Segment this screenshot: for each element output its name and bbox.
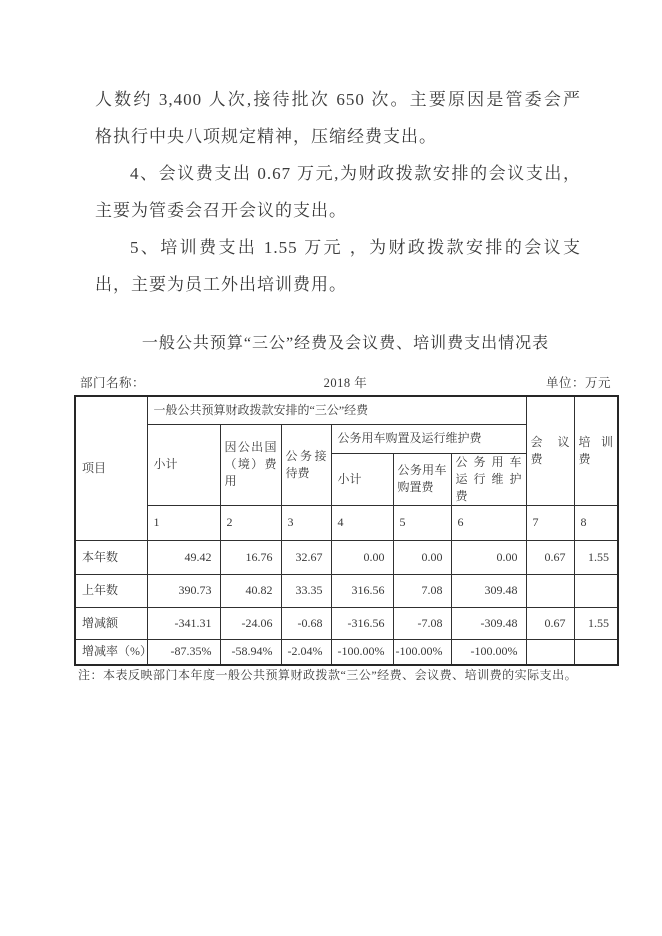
header-line: 费 [455,488,468,503]
table-note: 注：本表反映部门本年度一般公共预算财政拨款“三公”经费、会议费、培训费的实际支出。 [78,668,578,682]
paragraph-line: 主要为管委会召开会议的支出。 [95,201,347,220]
header-line: 公务用车 [397,463,447,477]
header-line: 购置费 [397,480,434,494]
value-cell: 0.00 [451,540,526,574]
year-label: 2018 年 [323,376,368,390]
value-cell: 7.08 [393,574,451,607]
column-number-row [75,505,618,540]
value-cell: -341.31 [147,607,220,639]
header-line: 运行维护 [455,471,522,486]
header-line: 费 [578,451,591,466]
column-number: 3 [281,505,331,540]
table-title: 一般公共预算“三公”经费及会议费、培训费支出情况表 [141,335,550,352]
header-sangong-group: 一般公共预算财政拨款安排的“三公”经费 [147,396,526,424]
value-cell [574,639,618,665]
header-line: 公务用车 [455,454,522,469]
header-abroad-fee [220,424,281,505]
row-label: 本年数 [75,540,147,574]
row-label: 上年数 [75,574,147,607]
value-cell [526,639,574,665]
header-training-fee [574,396,618,505]
paragraph-line: 格执行中央八项规定精神，压缩经费支出。 [95,127,437,146]
value-cell: 40.82 [220,574,281,607]
header-vehicle-subtotal: 小计 [331,453,393,505]
value-cell: -0.68 [281,607,331,639]
header-line: 待费 [285,465,310,480]
value-cell: -87.35% [147,639,220,665]
header-meeting-fee [526,396,574,505]
value-cell: -309.48 [451,607,526,639]
table-row-change-amount [75,607,618,639]
paragraph-line: 出，主要为员工外出培训费用。 [95,275,347,294]
paragraph-line: 4、会议费支出 0.67 万元,为财政拨款安排的会议支出， [130,164,581,183]
value-cell: 33.35 [281,574,331,607]
value-cell: 32.67 [281,540,331,574]
department-name-label: 部门名称： [80,376,146,390]
header-subtotal: 小计 [147,424,220,505]
value-cell: -100.00% [451,639,526,665]
column-number: 4 [331,505,393,540]
header-line: 费 [530,451,543,466]
value-cell: -2.04% [281,639,331,665]
column-number: 7 [526,505,574,540]
budget-table [74,395,619,666]
header-line: 会议 [530,434,570,449]
body-paragraphs [95,81,581,303]
header-vehicle-maintenance [451,453,526,505]
value-cell: 316.56 [331,574,393,607]
paragraph-line: 5、培训费支出 1.55 万元 ，为财政拨款安排的会议支 [130,238,581,257]
value-cell: 1.55 [574,540,618,574]
value-cell: 0.67 [526,540,574,574]
unit-label: 单位：万元 [545,376,611,390]
table-row-previous-year [75,574,618,607]
table-row-change-rate [75,639,618,665]
header-vehicle-purchase [393,453,451,505]
value-cell [574,574,618,607]
value-cell: 16.76 [220,540,281,574]
value-cell: -7.08 [393,607,451,639]
column-number: 6 [451,505,526,540]
value-cell: 0.00 [393,540,451,574]
table-row-current-year [75,540,618,574]
value-cell [526,574,574,607]
value-cell: 309.48 [451,574,526,607]
paragraph-line: 人数约 3,400 人次,接待批次 650 次。主要原因是管委会严 [95,90,581,109]
value-cell: -100.00% [331,639,393,665]
value-cell: -24.06 [220,607,281,639]
value-cell: -100.00% [393,639,451,665]
column-number: 1 [147,505,220,540]
row-label: 增减额 [75,607,147,639]
header-reception-fee [281,424,331,505]
table-meta-row [80,375,611,391]
header-row-1 [75,396,618,424]
header-line: 公务接 [285,448,327,463]
value-cell: 1.55 [574,607,618,639]
value-cell: -316.56 [331,607,393,639]
column-number: 2 [220,505,281,540]
value-cell: 390.73 [147,574,220,607]
header-item: 项目 [75,396,147,540]
header-line: 因公出国 [224,440,277,454]
value-cell: 0.00 [331,540,393,574]
header-line: 培训 [578,434,613,449]
header-vehicle-group: 公务用车购置及运行维护费 [331,424,526,453]
row-label: 增减率（%） [75,639,147,665]
value-cell: 0.67 [526,607,574,639]
column-number: 8 [574,505,618,540]
value-cell: -58.94% [220,639,281,665]
value-cell: 49.42 [147,540,220,574]
column-number: 5 [393,505,451,540]
header-line: 用 [224,474,237,488]
header-line: （境）费 [224,457,277,471]
